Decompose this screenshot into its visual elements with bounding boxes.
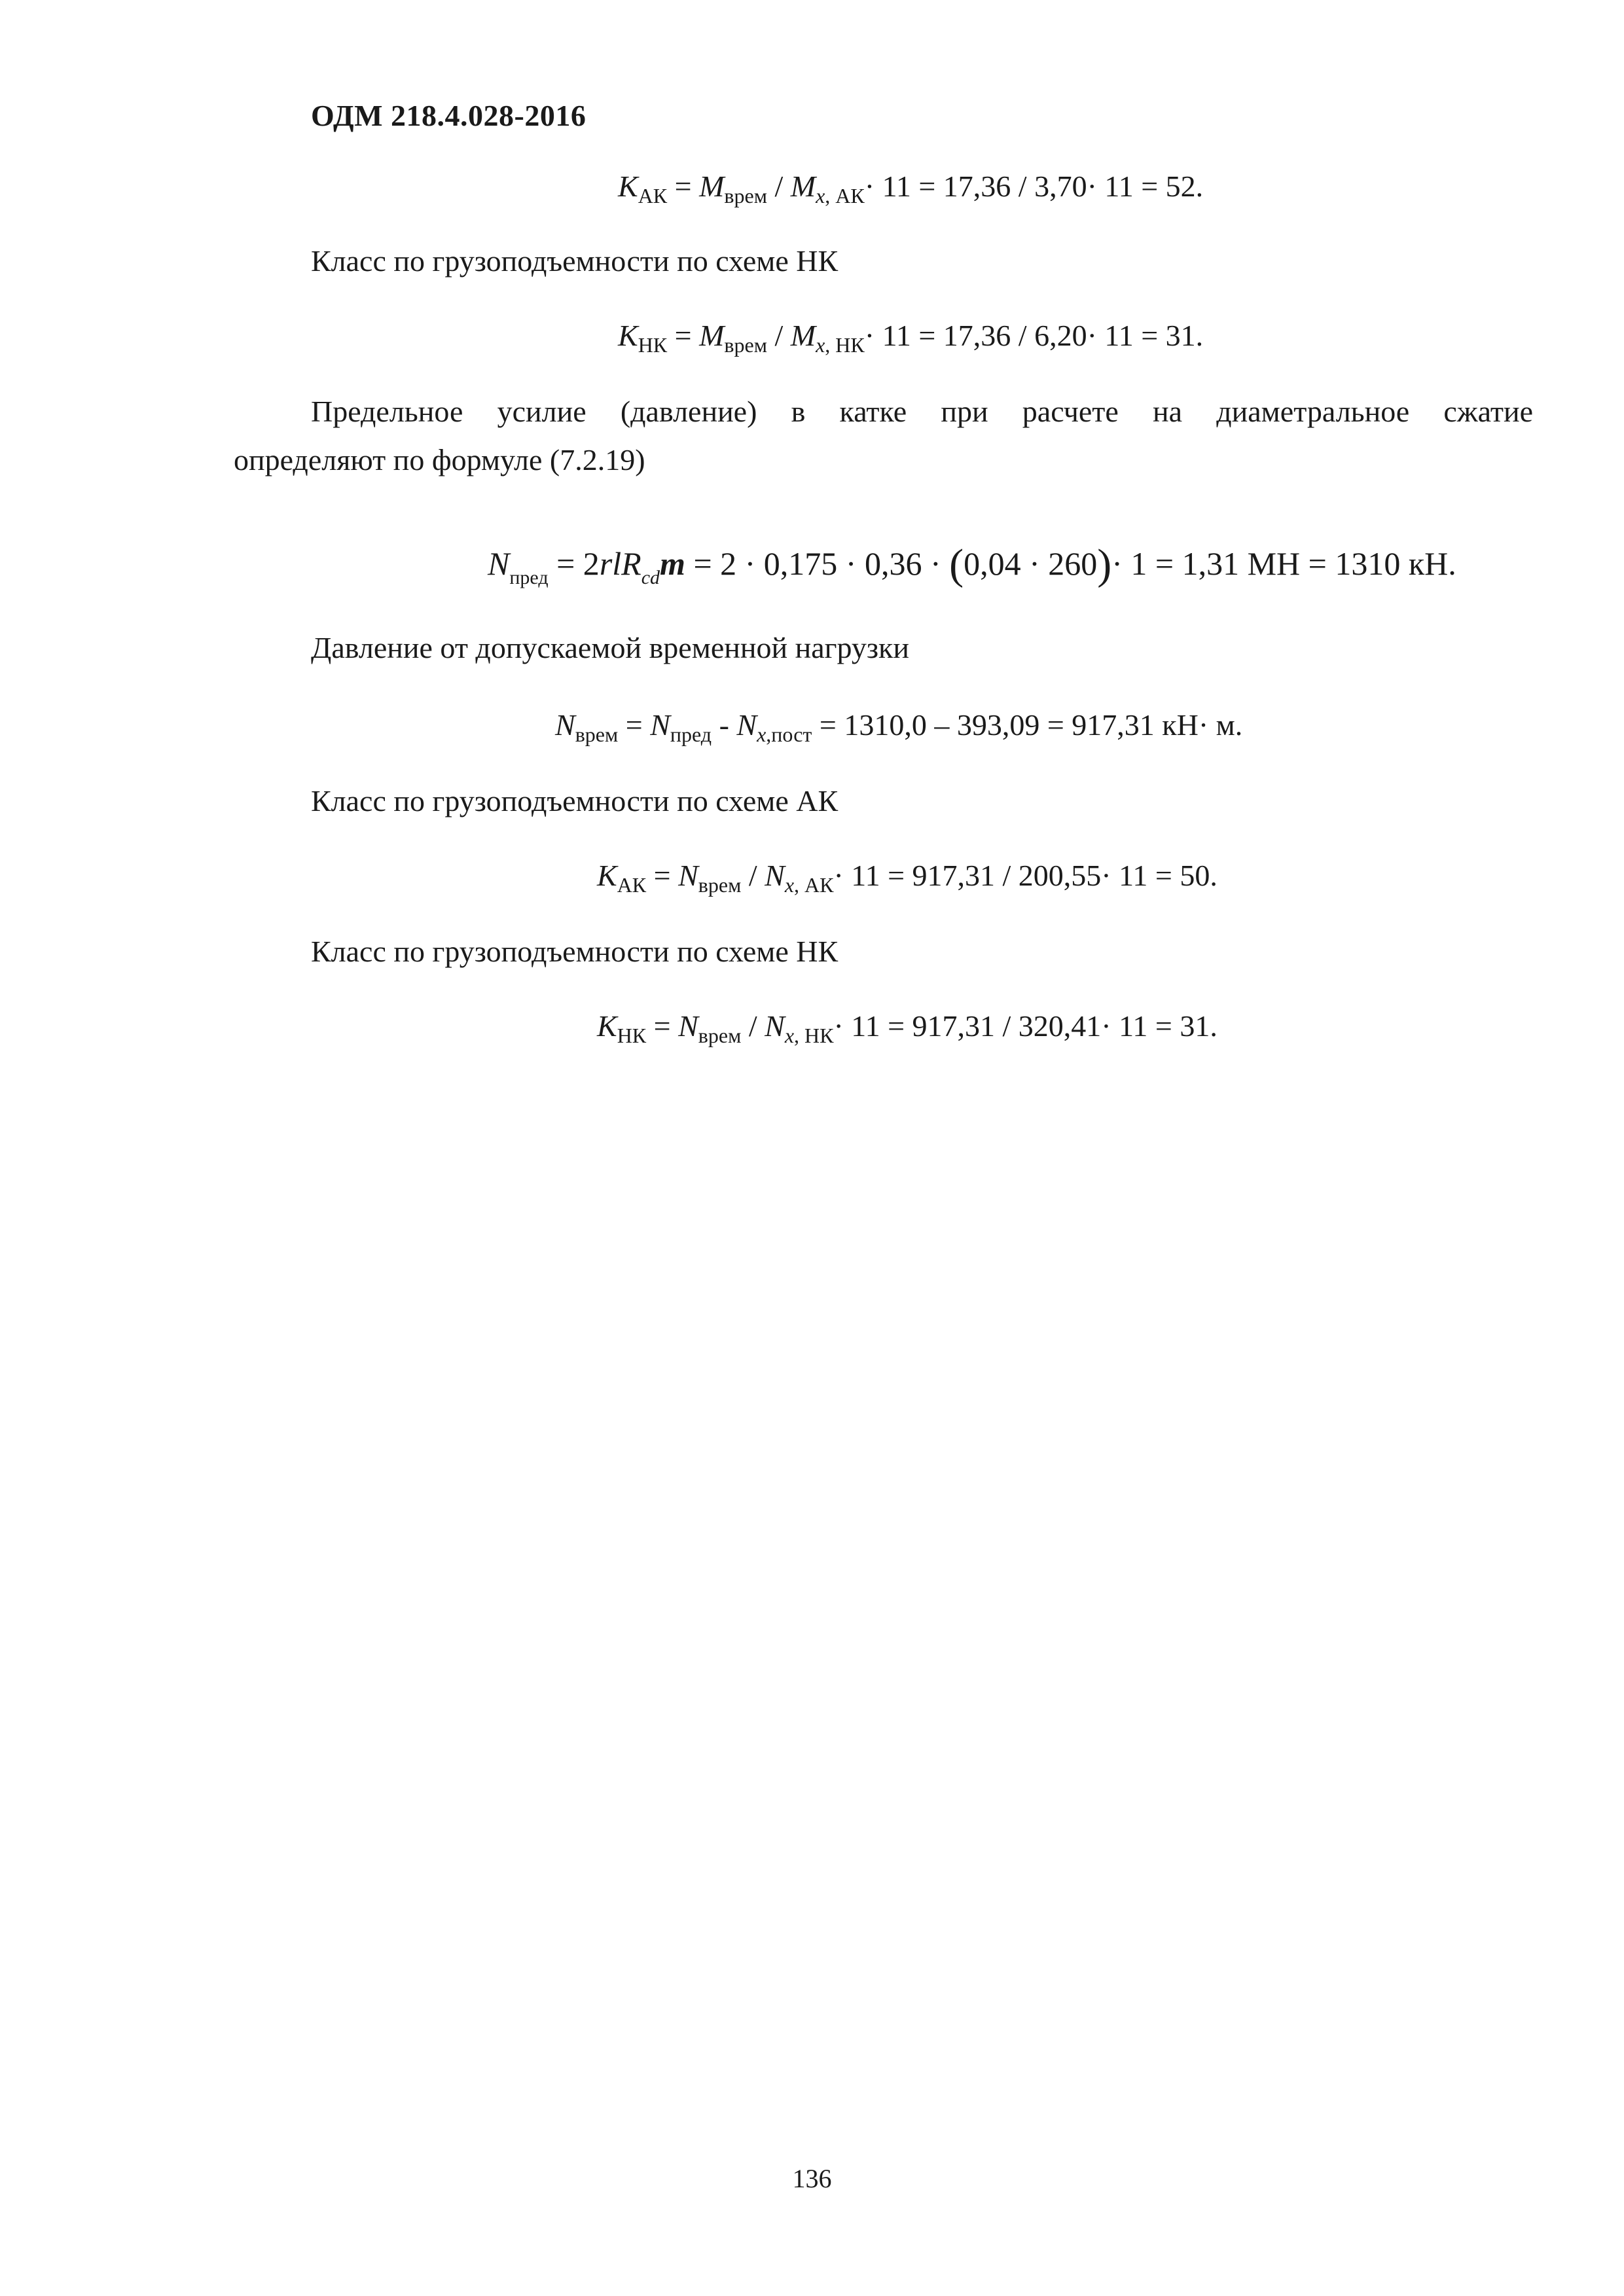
formula-var: M — [790, 170, 816, 203]
formula-sub — [816, 333, 865, 357]
formula-var: K — [618, 319, 638, 352]
formula-text: / — [767, 319, 791, 352]
formula-sub — [757, 723, 812, 746]
formula-sub — [641, 567, 660, 588]
formula-text: / — [741, 1009, 765, 1043]
formula-n-pred — [488, 543, 1456, 586]
formula-sub: АК — [638, 184, 668, 207]
formula-var: M — [699, 170, 725, 203]
document-code-header: ОДМ 218.4.028-2016 — [311, 99, 586, 132]
paragraph-ak-class: Класс по грузоподъемности по схеме АК — [311, 784, 839, 817]
formula-var: N — [678, 859, 698, 892]
formula-var: K — [597, 1009, 617, 1043]
formula-var: N — [765, 859, 785, 892]
formula-text: · 11 = 917,31 / 320,41· 11 = 31. — [833, 1009, 1218, 1043]
formula-var: K — [618, 170, 638, 203]
formula-sub-italic: x — [757, 723, 767, 746]
formula-sub: врем — [575, 723, 619, 746]
formula-sub-italic: x — [784, 873, 795, 897]
paragraph-line: Предельное усилие (давление) в катке при расчете на диаметральное сжатие — [311, 395, 1533, 428]
paragraph-nk-class-2: Класс по грузоподъемности по схеме НК — [311, 935, 839, 968]
formula-sub-rest: , АК — [794, 873, 834, 897]
formula-text: = — [667, 319, 700, 352]
formula-text: 0,04 · 260 — [964, 545, 1098, 582]
formula-sub-rest: , АК — [825, 184, 865, 207]
formula-sub: врем — [698, 1024, 742, 1047]
formula-var: N — [555, 708, 575, 742]
formula-sub-rest: , НК — [825, 333, 865, 357]
formula-sub — [785, 873, 834, 897]
formula-k-nk-force — [597, 1009, 1218, 1047]
paragraph-nk-class: Класс по грузоподъемности по схеме НК — [311, 244, 839, 278]
formula-text: - — [712, 708, 737, 742]
formula-var: m — [660, 545, 685, 582]
paragraph-ultimate-force — [234, 387, 1533, 484]
formula-var: N — [488, 545, 510, 582]
formula-sub-italic: cd — [641, 567, 660, 588]
formula-text: = 2 · 0,175 · 0,36 · — [685, 545, 950, 582]
formula-sub-italic: x — [784, 1024, 795, 1047]
formula-sub: врем — [698, 873, 742, 897]
formula-sub-italic: x — [816, 333, 825, 357]
formula-text: = — [618, 708, 651, 742]
paragraph-line: определяют по формуле (7.2.19) — [234, 443, 645, 476]
formula-sub: пред — [509, 567, 549, 588]
formula-k-nk-moment — [618, 319, 1204, 357]
formula-text: / — [741, 859, 765, 892]
formula-text: = — [646, 1009, 679, 1043]
formula-k-ak-force — [597, 859, 1218, 897]
formula-sub: АК — [617, 873, 647, 897]
formula-sub: НК — [638, 333, 668, 357]
formula-paren-left: ( — [949, 541, 964, 588]
formula-var: rlR — [599, 545, 641, 582]
formula-var: M — [790, 319, 816, 352]
formula-text: = — [667, 170, 700, 203]
formula-text: = 2 — [548, 545, 600, 582]
formula-var: N — [650, 708, 670, 742]
formula-text: = — [646, 859, 679, 892]
formula-sub — [785, 1024, 834, 1047]
formula-sub: пред — [670, 723, 712, 746]
formula-sub: НК — [617, 1024, 647, 1047]
formula-sub: врем — [724, 184, 767, 207]
formula-sub-italic: x — [816, 184, 825, 207]
formula-text: · 11 = 917,31 / 200,55· 11 = 50. — [833, 859, 1218, 892]
formula-text: · 11 = 17,36 / 6,20· 11 = 31. — [864, 319, 1204, 352]
formula-var: K — [597, 859, 617, 892]
formula-var: M — [699, 319, 725, 352]
formula-sub — [816, 184, 865, 207]
page-number: 136 — [792, 2164, 832, 2193]
formula-var: N — [736, 708, 757, 742]
formula-n-vrem — [555, 708, 1243, 746]
formula-text: = 1310,0 – 393,09 = 917,31 кН· м. — [812, 708, 1243, 742]
formula-text: · 1 = 1,31 МН = 1310 кН. — [1111, 545, 1456, 582]
formula-var: N — [678, 1009, 698, 1043]
formula-sub: врем — [724, 333, 767, 357]
formula-text: · 11 = 17,36 / 3,70· 11 = 52. — [864, 170, 1204, 203]
formula-text: / — [767, 170, 791, 203]
formula-sub-rest: , НК — [794, 1024, 834, 1047]
formula-paren-right: ) — [1097, 541, 1112, 588]
paragraph-pressure: Давление от допускаемой временной нагрузки — [311, 631, 910, 664]
formula-sub-rest: ,пост — [766, 723, 812, 746]
formula-var: N — [765, 1009, 785, 1043]
formula-k-ak-moment — [618, 170, 1204, 207]
